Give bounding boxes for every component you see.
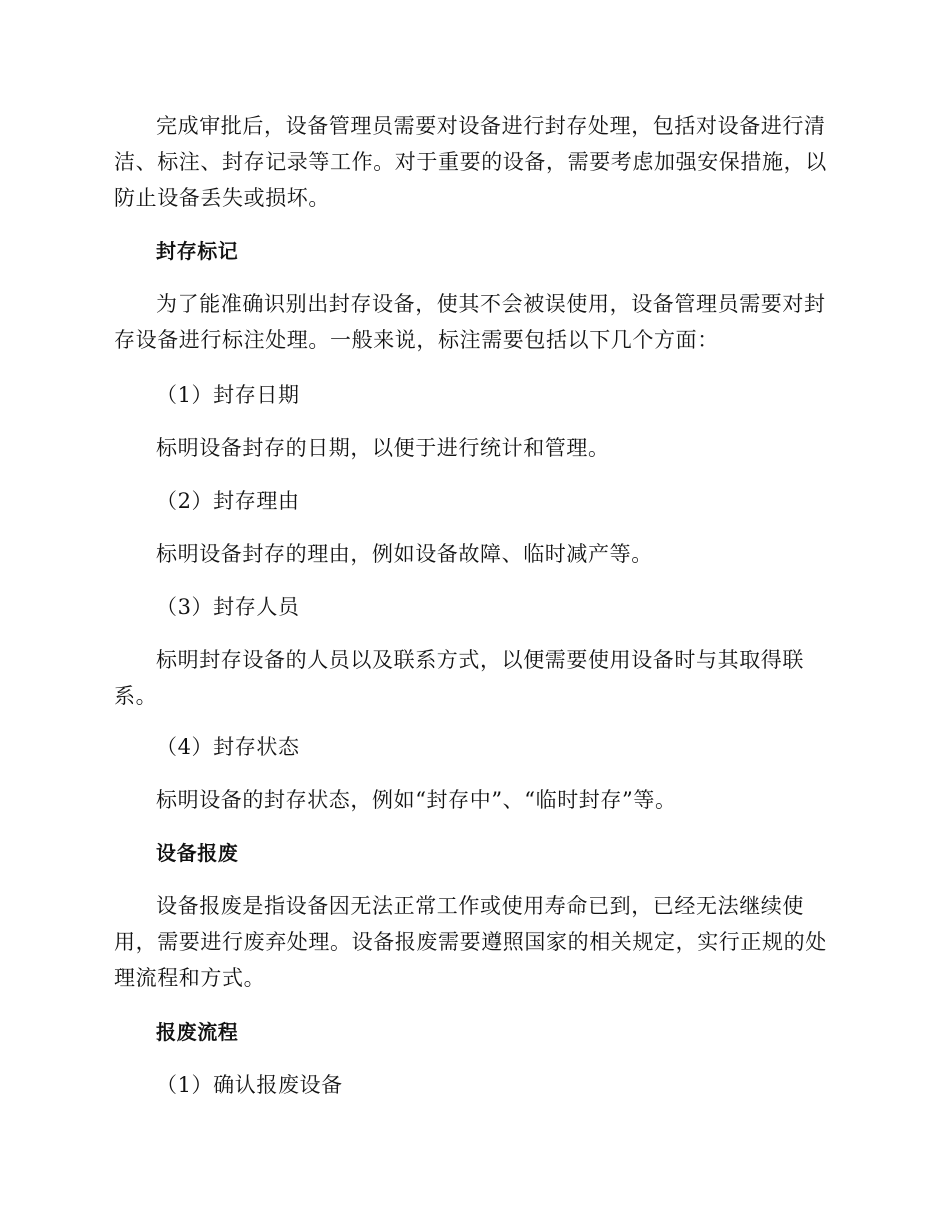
paragraph-marking-intro: 为了能准确识别出封存设备，使其不会被误使用，设备管理员需要对封存设备进行标注处理。一般来说，标注需要包括以下几个方面： — [114, 292, 826, 352]
paragraph-sealing-date: 标明设备封存的日期，以便于进行统计和管理。 — [156, 436, 610, 460]
list-item-sealing-date: （1）封存日期 — [156, 383, 300, 407]
list-item-sealing-personnel: （3）封存人员 — [156, 595, 300, 619]
section-heading-equipment-scrapping: 设备报废 — [156, 841, 239, 865]
section-heading-scrapping-procedure: 报废流程 — [156, 1020, 239, 1044]
paragraph-scrapping-definition: 设备报废是指设备因无法正常工作或使用寿命已到，已经无法继续使用，需要进行废弃处理。设备报废需要遵照国家的相关规定，实行正规的处理流程和方式。 — [114, 894, 827, 990]
list-item-sealing-status: （4）封存状态 — [156, 735, 300, 759]
list-item-confirm-scrapped-equipment: （1）确认报废设备 — [156, 1073, 343, 1097]
paragraph-sealing-status: 标明设备的封存状态，例如“封存中”、“临时封存”等。 — [156, 788, 677, 812]
paragraph-sealing-personnel: 标明封存设备的人员以及联系方式，以便需要使用设备时与其取得联系。 — [114, 648, 804, 708]
list-item-sealing-reason: （2）封存理由 — [156, 489, 300, 513]
section-heading-sealing-marks: 封存标记 — [156, 239, 239, 263]
paragraph-sealing-process: 完成审批后，设备管理员需要对设备进行封存处理，包括对设备进行清洁、标注、封存记录等工作。对于重要的设备，需要考虑加强安保措施，以防止设备丢失或损坏。 — [114, 114, 827, 210]
paragraph-sealing-reason: 标明设备封存的理由，例如设备故障、临时减产等。 — [156, 542, 653, 566]
